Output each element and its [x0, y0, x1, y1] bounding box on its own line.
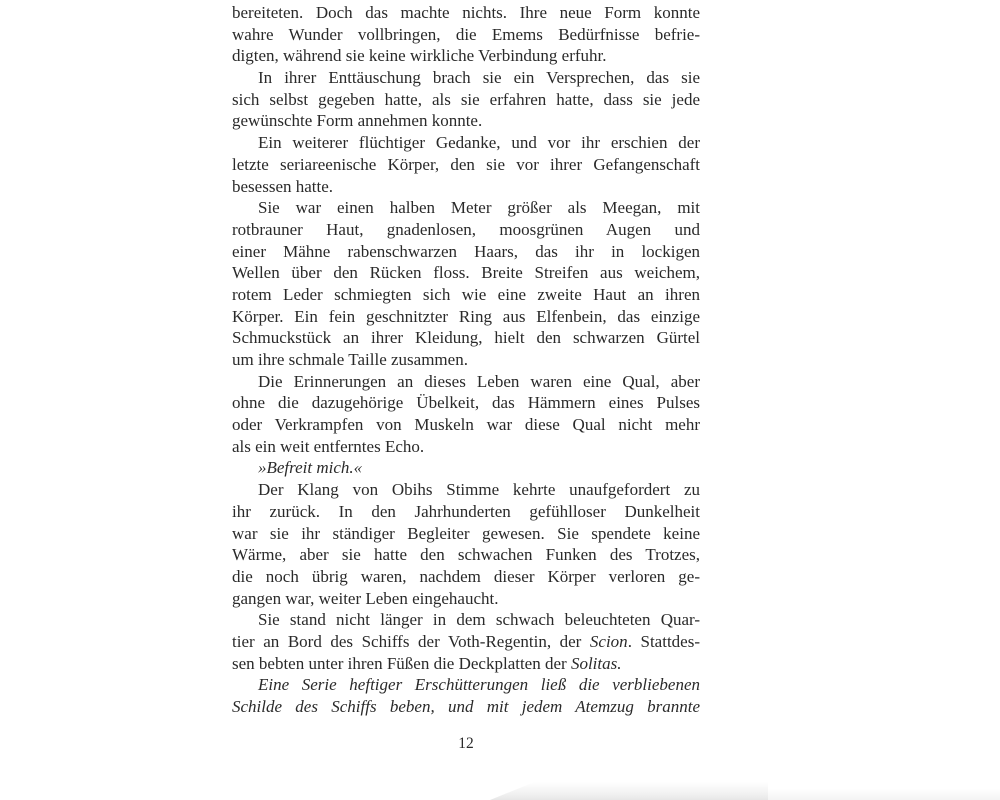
text-segment: um ihre schmale Taille zusammen.	[232, 350, 468, 369]
text-line	[232, 653, 700, 675]
paragraph	[232, 132, 700, 197]
text-line	[232, 523, 700, 545]
paragraph	[232, 609, 700, 674]
text-line	[232, 371, 700, 393]
text-line	[232, 197, 700, 219]
text-segment: Eine Serie heftiger Erschütterungen ließ die verbliebenen	[258, 675, 700, 695]
text-segment: Scion	[589, 631, 628, 651]
text-segment: Körper. Ein fein geschnitzter Ring aus Elfenbein, das einzige	[232, 306, 700, 326]
text-line	[232, 24, 700, 46]
text-line	[232, 262, 700, 284]
text-segment: Sie war einen halben Meter größer als Meegan, mit	[258, 198, 700, 218]
text-line	[232, 696, 700, 718]
paragraph	[232, 674, 700, 717]
text-segment: Ein weiterer flüchtiger Gedanke, und vor ihr erschien der	[258, 133, 700, 153]
text-line	[232, 219, 700, 241]
text-segment: Der Klang von Obihs Stimme kehrte unaufgefordert zu	[258, 480, 700, 500]
text-segment: tier an Bord des Schiffs der Voth-Regentin, der	[232, 631, 590, 651]
text-segment: die noch übrig waren, nachdem dieser Körper verloren ge-	[232, 566, 700, 586]
text-segment: ihr zurück. In den Jahrhunderten gefühlloser Dunkelheit	[232, 501, 700, 521]
text-line	[232, 566, 700, 588]
text-line	[232, 436, 700, 458]
text-line	[232, 176, 700, 198]
text-segment: ohne die dazugehörige Übelkeit, das Hämmern eines Pulses	[232, 393, 700, 413]
text-line	[232, 588, 700, 610]
paragraph	[232, 479, 700, 609]
paragraph	[232, 2, 700, 67]
text-line	[232, 609, 700, 631]
text-segment: letzte seriareenische Körper, den sie vor ihrer Gefangenschaft	[232, 154, 700, 174]
text-segment: rotem Leder schmiegten sich wie eine zweite Haut an ihren	[232, 284, 700, 304]
text-line	[232, 544, 700, 566]
text-line	[232, 479, 700, 501]
text-line	[232, 631, 700, 653]
text-line	[232, 67, 700, 89]
text-line	[232, 392, 700, 414]
text-segment: Sie stand nicht länger in dem schwach beleuchteten Quar-	[258, 610, 700, 630]
text-line	[232, 154, 700, 176]
text-segment: sen bebten unter ihren Füßen die Deckplatten der	[232, 653, 571, 673]
text-line	[232, 2, 700, 24]
text-segment: Solitas.	[570, 653, 622, 673]
text-line	[232, 414, 700, 436]
bottom-overlay-shadow-right	[768, 789, 1000, 800]
text-segment: bereiteten. Doch das machte nichts. Ihre neue Form konnte	[232, 3, 700, 22]
text-segment: digten, während sie keine wirkliche Verbindung erfuhr.	[232, 46, 607, 66]
paragraph	[232, 197, 700, 371]
text-line	[232, 501, 700, 523]
text-segment: wahre Wunder vollbringen, die Emems Bedürfnisse befrie-	[232, 24, 700, 44]
text-segment: Wellen über den Rücken floss. Breite Streifen aus weichem,	[232, 263, 700, 283]
text-segment: einer Mähne rabenschwarzen Haars, das ihr in lockigen	[232, 241, 700, 261]
text-line	[232, 327, 700, 349]
text-line	[232, 132, 700, 154]
text-segment: Schmuckstück an ihrer Kleidung, hielt den schwarzen Gürtel	[232, 328, 700, 348]
text-line	[232, 284, 700, 306]
text-line	[232, 349, 700, 371]
text-segment: gangen war, weiter Leben eingehaucht.	[232, 588, 499, 608]
text-segment: »Befreit mich.«	[258, 458, 363, 478]
text-line	[232, 89, 700, 111]
text-segment: oder Verkrampfen von Muskeln war diese Qual nicht mehr	[232, 415, 700, 435]
paragraph	[232, 457, 700, 479]
text-segment: Die Erinnerungen an dieses Leben waren eine Qual, aber	[258, 371, 700, 391]
paragraph	[232, 67, 700, 132]
text-segment: . Stattdes-	[627, 631, 700, 651]
text-line	[232, 674, 700, 696]
text-segment: besessen hatte.	[232, 176, 334, 196]
text-segment: als ein weit entferntes Echo.	[232, 436, 425, 456]
text-line	[232, 457, 700, 479]
text-segment: war sie ihr ständiger Begleiter gewesen. Sie spendete keine	[232, 523, 700, 543]
text-line	[232, 241, 700, 263]
bottom-overlay-shadow	[490, 782, 768, 800]
text-segment: In ihrer Enttäuschung brach sie ein Versprechen, das sie	[258, 68, 700, 88]
text-line	[232, 45, 700, 67]
text-line	[232, 306, 700, 328]
text-segment: Wärme, aber sie hatte den schwachen Funken des Trotzes,	[232, 545, 700, 565]
paragraph	[232, 371, 700, 458]
text-segment: rotbrauner Haut, gnadenlosen, moosgrünen Augen und	[232, 219, 700, 239]
text-line	[232, 110, 700, 132]
page-text-column	[232, 2, 700, 718]
text-segment: sich selbst gegeben hatte, als sie erfahren hatte, dass sie jede	[232, 89, 700, 109]
text-segment: gewünschte Form annehmen konnte.	[232, 111, 483, 131]
page-number: 12	[458, 735, 474, 752]
text-segment: Schilde des Schiffs beben, und mit jedem Atemzug brannte	[232, 697, 700, 716]
